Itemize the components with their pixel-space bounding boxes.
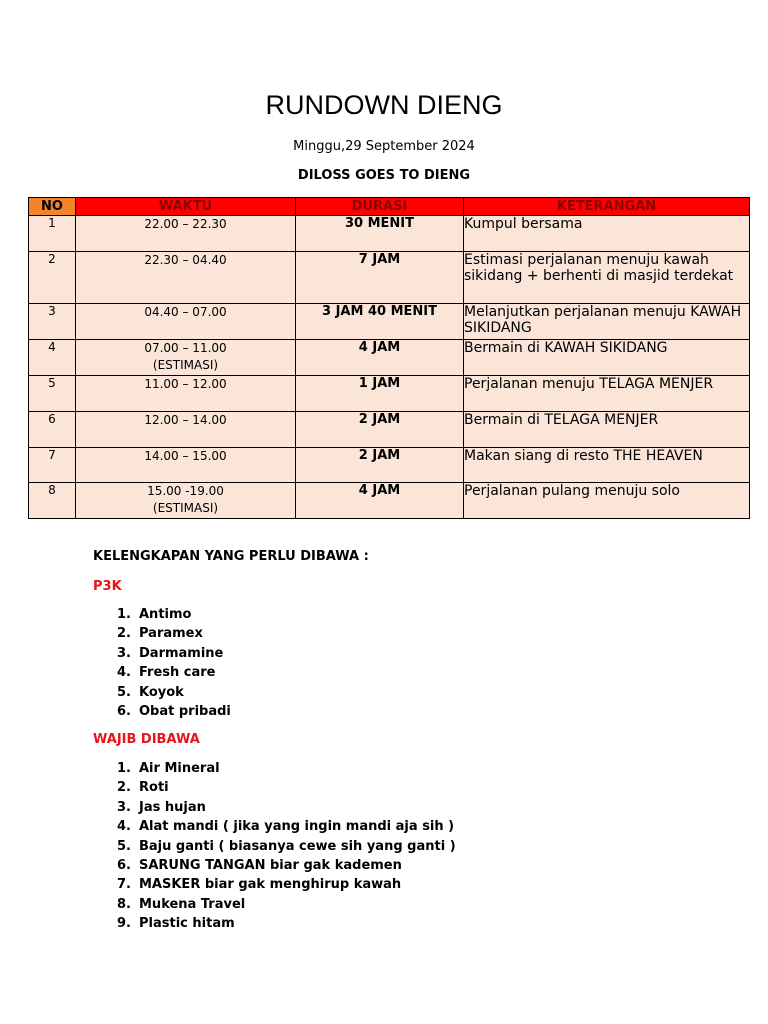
list-item xyxy=(93,856,456,875)
cell-waktu xyxy=(76,448,296,483)
list-item xyxy=(93,778,456,797)
cell-waktu xyxy=(76,216,296,252)
cell-waktu xyxy=(76,412,296,448)
event-subtitle: DILOSS GOES TO DIENG xyxy=(297,168,471,183)
cell-no: 8 xyxy=(29,483,76,519)
table-row xyxy=(29,252,750,304)
cell-no: 6 xyxy=(29,412,76,448)
list-text: Jas hujan xyxy=(139,799,206,815)
list-number: 2. xyxy=(117,780,131,796)
list-number: 8. xyxy=(117,896,131,912)
list-text: Air Mineral xyxy=(139,761,220,776)
list-item xyxy=(93,817,456,836)
cell-durasi: 30 MENIT xyxy=(296,216,464,252)
cell-keterangan: Perjalanan menuju TELAGA MENJER xyxy=(464,376,750,412)
list-number: 9. xyxy=(117,916,131,932)
cell-durasi: 2 JAM xyxy=(296,448,464,483)
table-row xyxy=(29,376,750,412)
cell-waktu xyxy=(76,376,296,412)
wajib-list xyxy=(93,759,456,934)
table-row xyxy=(29,340,750,376)
cell-waktu xyxy=(76,252,296,304)
p3k-list xyxy=(93,605,231,721)
list-number: 1. xyxy=(117,607,131,622)
list-number: 5. xyxy=(117,838,131,854)
header-durasi: DURASI xyxy=(296,198,464,216)
cell-durasi: 3 JAM 40 MENIT xyxy=(296,304,464,340)
cell-keterangan: Melanjutkan perjalanan menuju KAWAH SIKIDANG xyxy=(464,304,750,340)
list-item xyxy=(93,663,231,682)
cell-waktu xyxy=(76,304,296,340)
header-no: NO xyxy=(29,198,76,216)
cell-keterangan: Estimasi perjalanan menuju kawah sikidang + berhenti di masjid terdekat xyxy=(464,252,750,304)
list-text: Koyok xyxy=(139,684,184,700)
list-item xyxy=(93,605,231,624)
cell-no: 2 xyxy=(29,252,76,304)
waktu-range: 04.40 – 07.00 xyxy=(144,305,227,319)
wajib-heading: WAJIB DIBAWA xyxy=(93,732,200,747)
list-item xyxy=(93,759,456,778)
table-row xyxy=(29,216,750,252)
list-item xyxy=(93,875,456,894)
list-number: 5. xyxy=(117,684,131,700)
table-row xyxy=(29,412,750,448)
header-waktu: WAKTU xyxy=(76,198,296,216)
list-text: Antimo xyxy=(139,607,192,622)
cell-keterangan: Bermain di TELAGA MENJER xyxy=(464,412,750,448)
cell-waktu xyxy=(76,340,296,376)
list-number: 6. xyxy=(117,703,131,719)
p3k-heading: P3K xyxy=(93,579,122,594)
list-number: 6. xyxy=(117,857,131,873)
cell-keterangan: Perjalanan pulang menuju solo xyxy=(464,483,750,519)
cell-no: 7 xyxy=(29,448,76,483)
list-text: Baju ganti ( biasanya cewe sih yang ganti ) xyxy=(139,838,456,854)
waktu-range: 07.00 – 11.00 xyxy=(144,341,227,355)
list-number: 3. xyxy=(117,645,131,661)
header-keterangan: KETERANGAN xyxy=(464,198,750,216)
list-item xyxy=(93,644,231,663)
list-item xyxy=(93,895,456,914)
list-number: 4. xyxy=(117,819,131,835)
kelengkapan-heading: KELENGKAPAN YANG PERLU DIBAWA : xyxy=(93,549,369,564)
list-text: Plastic hitam xyxy=(139,916,235,932)
list-text: SARUNG TANGAN biar gak kademen xyxy=(139,857,402,873)
list-text: Paramex xyxy=(139,626,203,642)
cell-durasi: 4 JAM xyxy=(296,483,464,519)
cell-no: 1 xyxy=(29,216,76,252)
waktu-range: 22.00 – 22.30 xyxy=(144,217,227,231)
cell-durasi: 2 JAM xyxy=(296,412,464,448)
cell-keterangan: Kumpul bersama xyxy=(464,216,750,252)
table-row xyxy=(29,304,750,340)
document-title: RUNDOWN DIENG xyxy=(265,90,503,120)
waktu-range: 22.30 – 04.40 xyxy=(144,253,227,267)
table-header-row xyxy=(29,198,750,216)
waktu-range: 12.00 – 14.00 xyxy=(144,413,227,427)
list-text: Fresh care xyxy=(139,665,216,681)
waktu-note: (ESTIMASI) xyxy=(152,501,219,515)
list-item xyxy=(93,914,456,933)
waktu-range: 15.00 -19.00 xyxy=(147,484,224,498)
event-date: Minggu,29 September 2024 xyxy=(293,139,475,154)
list-item xyxy=(93,702,231,721)
waktu-range: 11.00 – 12.00 xyxy=(144,377,227,391)
list-item xyxy=(93,837,456,856)
cell-durasi: 7 JAM xyxy=(296,252,464,304)
waktu-note: (ESTIMASI) xyxy=(152,358,219,372)
cell-keterangan: Bermain di KAWAH SIKIDANG xyxy=(464,340,750,376)
list-text: MASKER biar gak menghirup kawah xyxy=(139,877,402,893)
list-text: Mukena Travel xyxy=(139,896,246,912)
cell-waktu xyxy=(76,483,296,519)
list-number: 1. xyxy=(117,761,131,776)
cell-no: 3 xyxy=(29,304,76,340)
waktu-range: 14.00 – 15.00 xyxy=(144,449,227,463)
cell-no: 5 xyxy=(29,376,76,412)
rundown-table xyxy=(28,197,750,519)
list-text: Obat pribadi xyxy=(139,703,231,719)
list-item xyxy=(93,683,231,702)
list-item xyxy=(93,798,456,817)
list-item xyxy=(93,624,231,643)
cell-durasi: 1 JAM xyxy=(296,376,464,412)
list-number: 7. xyxy=(117,877,131,893)
list-number: 3. xyxy=(117,799,131,815)
list-text: Darmamine xyxy=(139,645,224,661)
list-text: Roti xyxy=(139,780,169,796)
list-number: 4. xyxy=(117,665,131,681)
list-number: 2. xyxy=(117,626,131,642)
list-text: Alat mandi ( jika yang ingin mandi aja sih ) xyxy=(139,819,455,835)
table-row xyxy=(29,448,750,483)
cell-keterangan: Makan siang di resto THE HEAVEN xyxy=(464,448,750,483)
cell-no: 4 xyxy=(29,340,76,376)
cell-durasi: 4 JAM xyxy=(296,340,464,376)
table-row xyxy=(29,483,750,519)
